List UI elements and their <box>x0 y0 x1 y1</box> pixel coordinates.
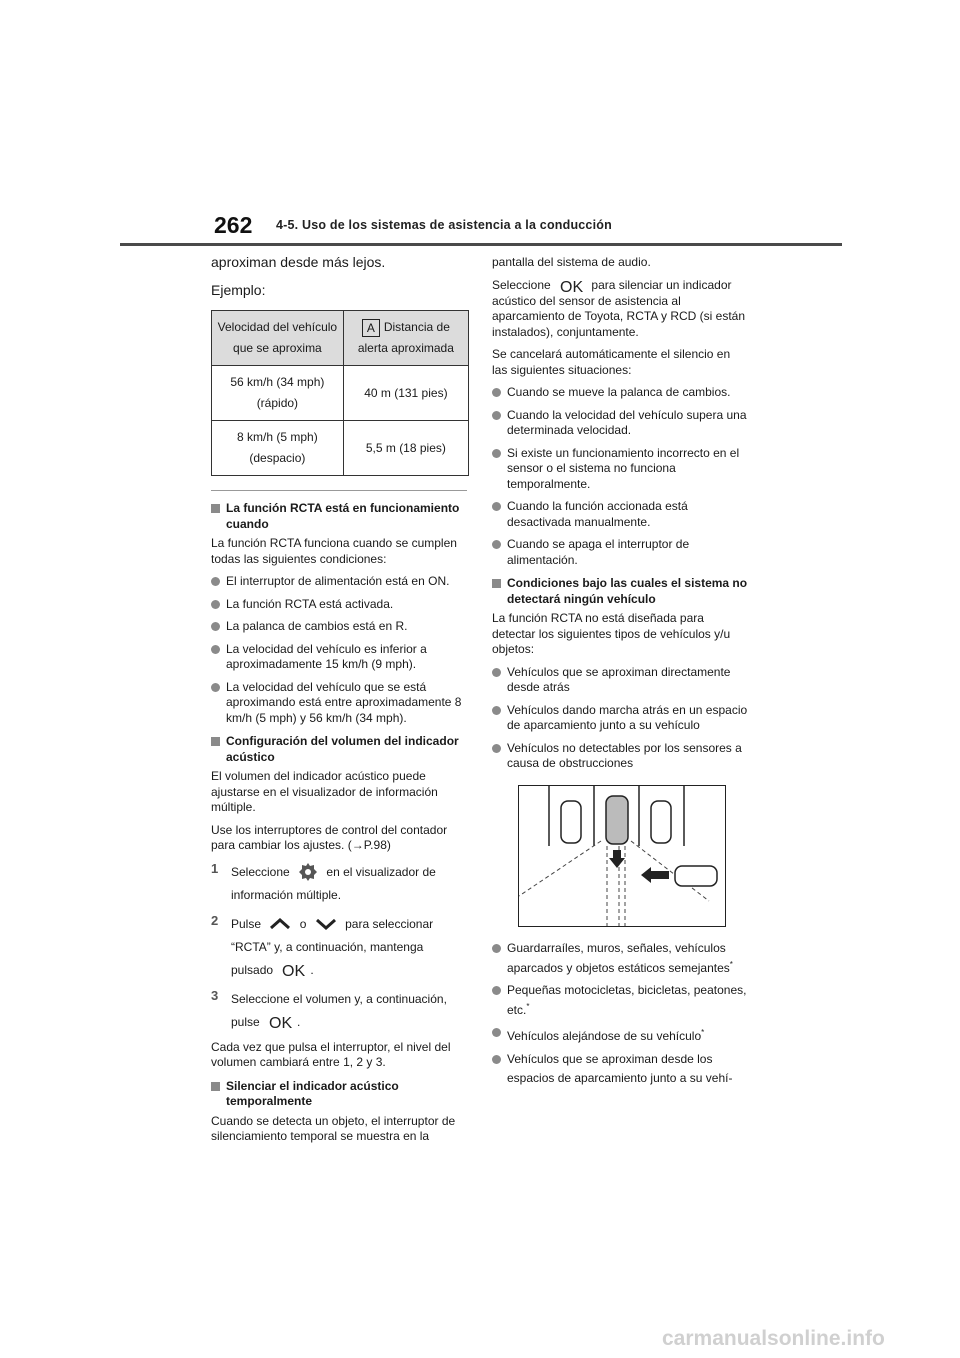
mute-paragraph: Cuando se detecta un objeto, el interruptor de silenciamiento temporal se muestra en la <box>211 1113 456 1143</box>
rcta-heading: La función RCTA está en funcionamiento cuando <box>211 501 467 532</box>
section-divider <box>211 490 467 491</box>
list-item: Vehículos que se aproximan desde los espacios de aparcamiento junto a su vehí- <box>492 1052 748 1087</box>
table-cell-speed: 8 km/h (5 mph) (despacio) <box>212 421 344 476</box>
gear-icon <box>298 862 318 882</box>
bullet-dot-icon <box>492 449 501 458</box>
list-item: Vehículos dando marcha atrás en un espacio de aparcamiento junto a su vehículo <box>492 703 748 734</box>
cancel-intro: Se cancelará automáticamente el silencio en las siguientes situaciones: <box>492 347 731 377</box>
list-item: La palanca de cambios está en R. <box>211 619 467 635</box>
step-number: 2 <box>211 912 219 928</box>
example-table <box>211 310 469 476</box>
square-bullet-icon <box>211 1082 220 1091</box>
list-item: Cuando se apaga el interruptor de alimentación. <box>492 537 748 568</box>
list-item: Cuando la función accionada está desactivada manualmente. <box>492 499 748 530</box>
ok-icon <box>268 1014 292 1030</box>
table-cell-distance: 40 m (131 pies) <box>343 366 468 421</box>
left-column <box>211 255 467 1152</box>
list-item: Guardarraíles, muros, señales, vehículos aparcados y objetos estáticos semejantes* <box>492 941 748 976</box>
bullet-dot-icon <box>492 1028 501 1037</box>
mute-select-paragraph: Seleccione OK para silenciar un indicador acústico del sensor de asistencia al aparcamiento de Toyota, RCTA y RCD (si están instalados), conjuntamente. <box>492 277 745 339</box>
right-column <box>492 255 748 1094</box>
bullet-dot-icon <box>492 411 501 420</box>
table-row <box>212 366 469 421</box>
list-item: La velocidad del vehículo es inferior a aproximadamente 15 km/h (9 mph). <box>211 642 467 673</box>
mute-heading: Silenciar el indicador acústico temporalmente <box>211 1079 467 1110</box>
bullet-dot-icon <box>492 944 501 953</box>
chevron-up-icon <box>269 918 291 930</box>
volume-heading: Configuración del volumen del indicador acústico <box>211 734 467 765</box>
list-item: La función RCTA está activada. <box>211 597 467 613</box>
list-item: Si existe un funcionamiento incorrecto en el sensor o el sistema no funciona temporalmente. <box>492 446 748 493</box>
list-item: Cuando la velocidad del vehículo supera una determinada velocidad. <box>492 408 748 439</box>
square-bullet-icon <box>211 737 220 746</box>
continued-text: pantalla del sistema de audio. <box>492 255 651 269</box>
list-item: La velocidad del vehículo que se está aproximando está entre aproximadamente 8 km/h (5 mph) y 56 km/h (34 mph). <box>211 680 467 727</box>
label-a-icon: A <box>362 319 380 337</box>
bullet-dot-icon <box>492 986 501 995</box>
svg-text:OK: OK <box>269 1015 293 1031</box>
step-1: 1 Seleccione en el visualizador de información múltiple. <box>211 861 467 907</box>
ok-icon <box>559 278 583 294</box>
bullet-dot-icon <box>211 622 220 631</box>
table-cell-speed: 56 km/h (34 mph) (rápido) <box>212 366 344 421</box>
table-cell-distance: 5,5 m (18 pies) <box>343 421 468 476</box>
volume-note: Cada vez que pulsa el interruptor, el nivel del volumen cambiará entre 1, 2 y 3. <box>211 1039 451 1069</box>
volume-paragraph-1: El volumen del indicador acústico puede ajustarse en el visualizador de información múltiple. <box>211 769 438 814</box>
list-item: Pequeñas motocicletas, bicicletas, peatones, etc.* <box>492 983 748 1018</box>
watermark: carmanualsonline.info <box>662 1327 885 1350</box>
bullet-dot-icon <box>492 502 501 511</box>
page-number: 262 <box>214 212 253 238</box>
section-title: 4-5. Uso de los sistemas de asistencia a la conducción <box>276 218 612 232</box>
bullet-dot-icon <box>492 706 501 715</box>
bullet-dot-icon <box>492 668 501 677</box>
bullet-dot-icon <box>211 683 220 692</box>
step-2: 2 Pulse o para seleccionar “RCTA” y, a continuación, mantenga pulsado OK . <box>211 913 467 982</box>
volume-paragraph-2: Use los interruptores de control del contador para cambiar los ajustes. (→P.98) <box>211 822 448 852</box>
square-bullet-icon <box>211 504 220 513</box>
header-rule <box>120 243 842 246</box>
ok-icon <box>281 962 305 978</box>
bullet-dot-icon <box>211 600 220 609</box>
table-header-speed: Velocidad del vehículo que se aproxima <box>212 311 344 366</box>
svg-text:OK: OK <box>560 278 584 294</box>
list-item: Vehículos que se aproximan directamente desde atrás <box>492 665 748 696</box>
step-number: 3 <box>211 987 219 1003</box>
list-item: El interruptor de alimentación está en ON. <box>211 574 467 590</box>
bullet-dot-icon <box>211 577 220 586</box>
svg-text:OK: OK <box>282 963 306 979</box>
page-header <box>0 0 960 250</box>
bullet-dot-icon <box>492 744 501 753</box>
step-3: 3 Seleccione el volumen y, a continuación, pulse OK . <box>211 988 467 1034</box>
rcta-intro: La función RCTA funciona cuando se cumplen todas las siguientes condiciones: <box>211 536 457 566</box>
bullet-dot-icon <box>492 540 501 549</box>
example-label: Ejemplo: <box>211 281 266 298</box>
list-item: Vehículos no detectables por los sensores a causa de obstrucciones <box>492 741 748 772</box>
bullet-dot-icon <box>211 645 220 654</box>
list-item: Vehículos alejándose de su vehículo* <box>492 1025 748 1045</box>
chevron-down-icon <box>315 918 337 930</box>
step-number: 1 <box>211 860 219 876</box>
nodetect-intro: La función RCTA no está diseñada para detectar los siguientes tipos de vehículos y/u objetos: <box>492 611 731 656</box>
table-header-row <box>212 311 469 366</box>
intro-text: aproximan desde más lejos. <box>211 254 386 270</box>
parking-diagram <box>518 785 726 927</box>
nodetect-heading: Condiciones bajo las cuales el sistema no detectará ningún vehículo <box>492 576 748 607</box>
square-bullet-icon <box>492 579 501 588</box>
bullet-dot-icon <box>492 1055 501 1064</box>
table-row <box>212 421 469 476</box>
bullet-dot-icon <box>492 388 501 397</box>
table-header-distance: A Distancia de alerta aproximada <box>343 311 468 366</box>
list-item: Cuando se mueve la palanca de cambios. <box>492 385 748 401</box>
